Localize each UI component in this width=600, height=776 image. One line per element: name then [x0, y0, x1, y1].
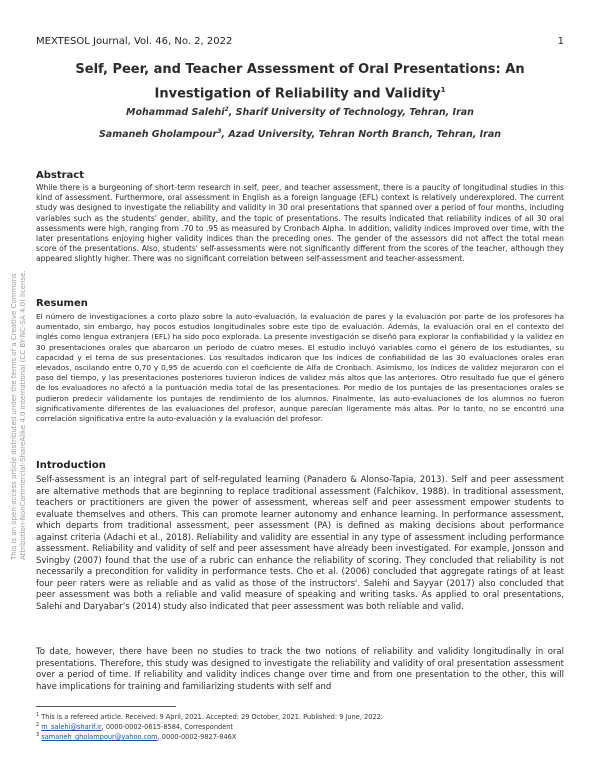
article-title	[40, 60, 560, 104]
title-footnote-mark[interactable]: 1	[440, 86, 446, 94]
footnote-3	[36, 731, 564, 742]
footnote-2-text: , 0000-0002-0615-8584, Correspondent	[101, 723, 234, 732]
author-2-email-link[interactable]: samaneh_gholampour@yahoo.com	[41, 733, 158, 742]
abstract-text: While there is a burgeoning of short-term research in self, peer, and teacher assessment, there is a paucity of longitudinal studies in this kind of assessment. Furthermore, oral assessment in English as a foreign language (EFL) context is relatively underexplored. The current study was designed to investigate the reliability and validity in 30 oral presentations that spanned over a period of four months, including variables such as the students' gender, ability, and the topic of presentations. The results indicated that reliability indices of all 30 oral assessments were high, ranging from .70 to .95 as measured by Cronbach Alpha. In addition, validity indices improved over time, with the later presentations enjoying higher validity indices than the preceding ones. The gender of the assessors did not affect the total mean score of the presentations. Also, students' self-assessments were not significantly different from the scores of the teacher, although they appeared slightly higher. There was no significant correlation between self-assessment and teacher-assessment.	[36, 183, 564, 264]
page-number: 1	[557, 36, 564, 47]
resumen-heading: Resumen	[36, 298, 88, 309]
footnote-2-mark: 2	[36, 722, 40, 728]
footnote-1-mark: 1	[36, 712, 40, 718]
footnote-1-text: This is a refereed article. Received: 9 April, 2021. Accepted: 29 October, 2021. Published: 9 June, 2022.	[39, 713, 383, 722]
footnote-divider	[36, 706, 176, 707]
license-notice	[10, 200, 28, 560]
abstract-heading: Abstract	[36, 170, 85, 181]
footnote-3-text: , 0000-0002-9827-846X	[157, 733, 237, 742]
introduction-paragraph-1: Self-assessment is an integral part of self-regulated learning (Panadero & Alonso-Tapia, 2013). Self and peer assessment are alternative methods that are beginning to replace traditional assessment (Falchikov, 1988). In traditional assessment, teachers or practitioners are given the power of assessment, whereas self and peer assessment empower students to evaluate themselves and others. This can promote learner autonomy and enhance learning. In performance assessment, which departs from traditional assessment, peer assessment (PA) is defined as making decisions about performance against criteria (Adachi et al., 2018). Reliability and validity are essential in any type of assessment including performance assessment. Reliability and validity of self and peer assessment have already been investigated. For example, Jonsson and Svingby (2007) found that the use of a rubric can enhance the reliability of scoring. They concluded that reliability is not necessarily a precondition for validity in performance tests. Cho et al. (2006) concluded that aggregate ratings of at least four peer raters were as reliable and as valid as those of the instructors'. Salehi and Sayyar (2017) also concluded that peer assessment was both a reliable and valid measure of speaking and writing tasks. As applied to oral presentations, Salehi and Daryabar's (2014) study also indicated that peer assessment was both reliable and valid.	[36, 475, 564, 612]
resumen-text: El número de investigaciones a corto plazo sobre la auto-evaluación, la evaluación de pares y la evaluación por parte de los profesores ha aumentado, sin embargo, hay pocos estudios longitudinales sobre este tipo de evaluación. Además, la evaluación oral en el contexto del inglés como lengua extranjera (EFL) ha sido poco explorada. La presente investigación se diseñó para explorar la confiabilidad y la validez en 30 presentaciones orales que abarcaron un periodo de cuatro meses. El estudio incluyó variables como el género de los estudiantes, su capacidad y el tema de sus presentaciones. Los resultados indicaron que los índices de confiabilidad de las 30 evaluaciones orales eran elevados, oscilando entre 0,70 y 0,95 de acuerdo con el coeficiente de Alfa de Cronbach. Asimismo, los índices de validez mejoraron con el paso del tiempo, y las presentaciones posteriores tuvieron índices de validez más altos que las anteriores. Otro resultado fue que el género de los evaluadores no afectó a la puntuación media total de las presentaciones. Por medio de los puntajes de las presentaciones orales se pudieron predecir válidamente los puntajes de rendimiento de los alumnos. Finalmente, las auto-evaluaciones de los alumnos no fueron significativamente diferentes de las evaluaciones del profesor, aunque parecían ligeramente más altas. Por lo tanto, no se encontró una correlación significativa entre la auto-evaluación y la evaluación del profesor.	[36, 312, 564, 424]
author-1-affiliation: , Sharif University of Technology, Tehran, Iran	[228, 107, 474, 119]
footnote-3-mark: 3	[36, 732, 40, 738]
license-line-2: Attribution-NonCommercial-ShareAlike 4.0 International (CC BY-NC-SA 4.0) license.	[19, 270, 27, 560]
author-2-affiliation: , Azad University, Tehran North Branch, Tehran, Iran	[221, 129, 502, 141]
author-1-footnote-mark[interactable]: 2	[224, 106, 229, 113]
journal-citation: MEXTESOL Journal, Vol. 46, No. 2, 2022	[36, 36, 233, 47]
license-line-1: This is an open-access article distributed under the terms of a Creative Commons	[10, 273, 18, 560]
author-2-name: Samaneh Gholampour	[98, 129, 218, 141]
author-2	[40, 128, 560, 140]
introduction-paragraph-2: To date, however, there have been no studies to track the two notions of reliability and validity longitudinally in oral presentations. Therefore, this study was designed to investigate the reliability and validity of oral presentation assessment over a period of time. If reliability and validity indices change over time and from one presentation to the other, this will have implications for training and familiarizing students with self and	[36, 647, 564, 692]
author-1-name: Mohammad Salehi	[126, 107, 225, 119]
running-header	[36, 36, 564, 47]
article-title-text: Self, Peer, and Teacher Assessment of Oral Presentations: An Investigation of Reliability and Validity	[75, 62, 525, 102]
author-1-email-link[interactable]: m_salehi@sharif.ir	[41, 723, 102, 732]
introduction-heading: Introduction	[36, 460, 106, 471]
author-2-footnote-mark[interactable]: 3	[217, 128, 222, 135]
author-1	[40, 106, 560, 118]
